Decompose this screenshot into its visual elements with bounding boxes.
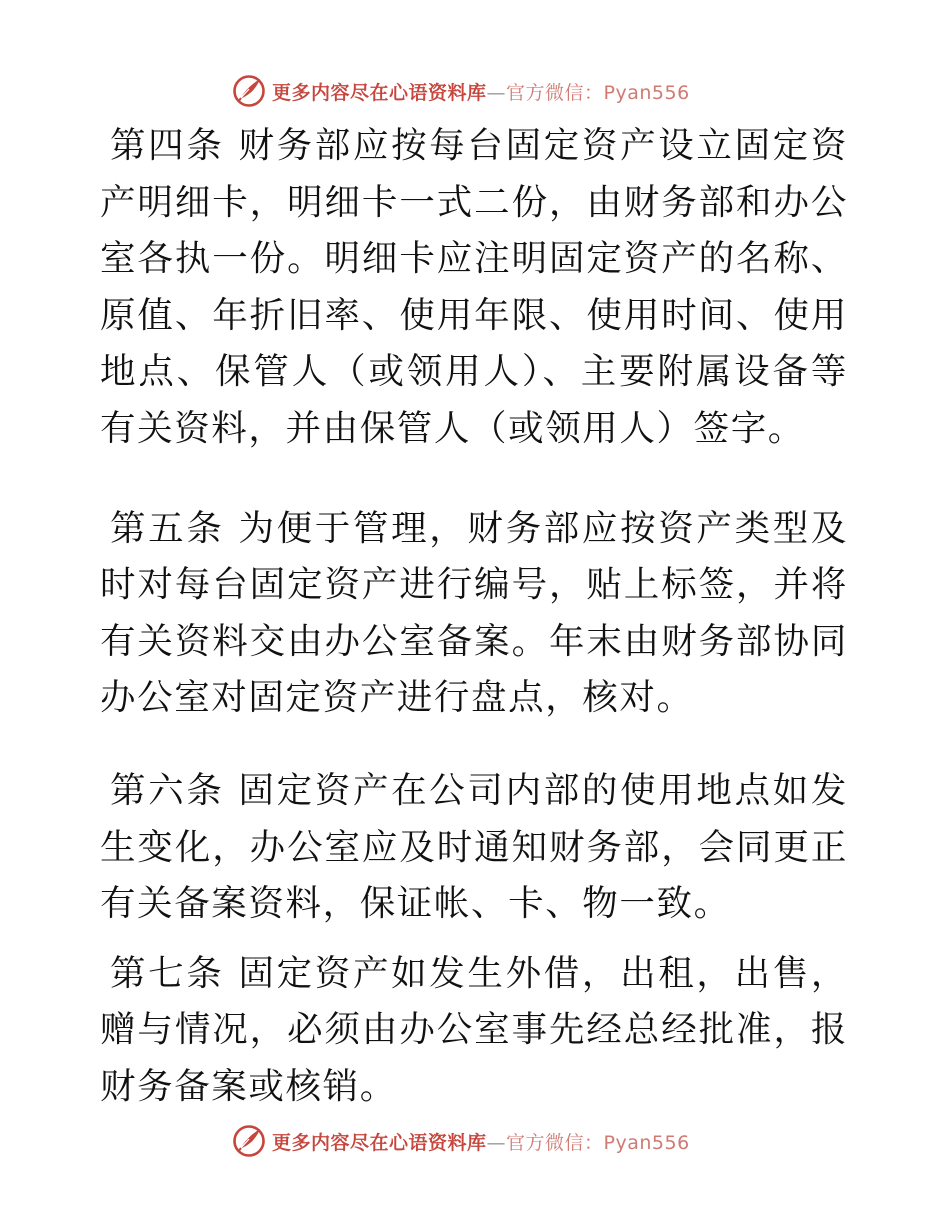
document-body — [100, 118, 848, 1116]
article-5 — [100, 501, 848, 727]
watermark-text: 更多内容尽在心语资料库—官方微信：Pyan556 — [272, 81, 690, 104]
quill-logo-icon — [232, 1124, 266, 1158]
quill-logo-icon — [232, 74, 266, 108]
article-number: 第六条 — [110, 769, 225, 811]
article-text: 财务部应按每台固定资产设立固定资产明细卡，明细卡一式二份，由财务部和办公室各执一份。明细卡应注明固定资产的名称、原值、年折旧率、使用年限、使用时间、使用地点、保管人（或领用人）、主要附属设备等有关资料，并由保管人（或领用人）签字。 — [100, 125, 848, 449]
article-number: 第七条 — [110, 952, 225, 994]
article-7 — [100, 946, 848, 1116]
article-number: 第四条 — [110, 125, 225, 166]
article-4 — [100, 118, 848, 458]
footer-watermark — [232, 1122, 690, 1160]
article-number: 第五条 — [110, 507, 225, 549]
article-text: 为便于管理，财务部应按资产类型及时对每台固定资产进行编号，贴上标签，并将有关资料交由办公室备案。年末由财务部协同办公室对固定资产进行盘点，核对。 — [100, 507, 848, 719]
article-text: 固定资产如发生外借，出租，出售，赠与情况，必须由办公室事先经总经批准，报财务备案或核销。 — [100, 952, 848, 1107]
article-6 — [100, 763, 848, 933]
article-text: 固定资产在公司内部的使用地点如发生变化，办公室应及时通知财务部，会同更正有关备案资料，保证帐、卡、物一致。 — [100, 769, 848, 925]
watermark-text: 更多内容尽在心语资料库—官方微信：Pyan556 — [272, 1131, 690, 1154]
header-watermark — [232, 72, 690, 110]
